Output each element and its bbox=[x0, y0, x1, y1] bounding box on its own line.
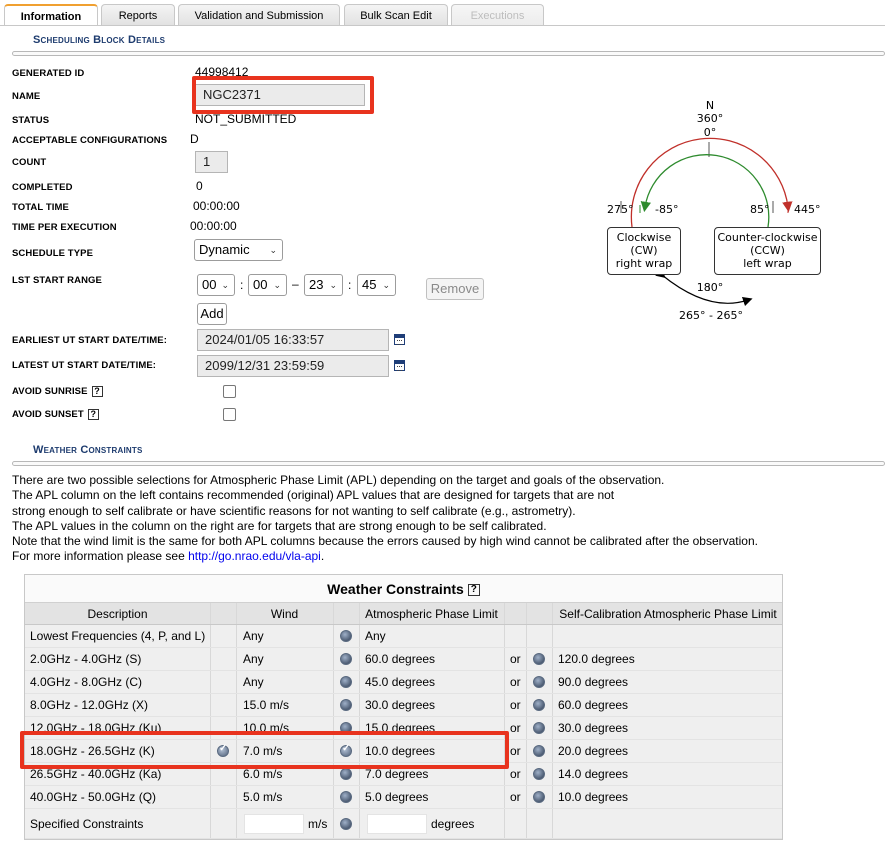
avoid-sunrise-row bbox=[12, 386, 103, 397]
section-divider bbox=[12, 51, 885, 56]
generated-id-value: 44998412 bbox=[195, 65, 249, 79]
weather-paragraph-line: The APL values in the column on the right are for targets that are strong enough to be self calibrated. bbox=[12, 518, 547, 533]
help-icon[interactable]: ? bbox=[468, 584, 480, 596]
self-apl-radio[interactable] bbox=[533, 699, 545, 711]
specified-radio-wrap bbox=[340, 809, 354, 838]
weather-constraints-table bbox=[24, 574, 783, 840]
specified-apl-unit: degrees bbox=[431, 816, 475, 831]
row-or: or bbox=[510, 652, 521, 666]
acceptable-configurations-value: D bbox=[190, 132, 199, 146]
lst-colon: : bbox=[348, 278, 352, 292]
deg-180-label: 180° bbox=[696, 281, 724, 294]
section-divider bbox=[12, 461, 885, 466]
specified-constraints-row bbox=[25, 809, 782, 839]
row-wind: Any bbox=[243, 629, 264, 643]
lst-end-minute-select[interactable] bbox=[357, 274, 396, 296]
lst-start-range-label: LST START RANGE bbox=[12, 275, 102, 286]
weather-table-title bbox=[25, 575, 782, 603]
row-apl: Any bbox=[365, 629, 386, 643]
lst-dash: – bbox=[292, 277, 299, 291]
row-description: 26.5GHz - 40.0GHz (Ka) bbox=[30, 767, 162, 781]
deg-0-label: 0° bbox=[703, 126, 717, 139]
north-label: N bbox=[705, 99, 715, 112]
self-apl-radio-cell bbox=[533, 625, 547, 647]
row-or: or bbox=[510, 790, 521, 804]
specified-wind-input[interactable] bbox=[244, 814, 304, 834]
earliest-ut-label: EARLIEST UT START DATE/TIME: bbox=[12, 335, 167, 346]
lst-start-minute-select[interactable] bbox=[248, 274, 287, 296]
specified-wind-input-wrap bbox=[244, 809, 304, 838]
chevron-down-icon: ⌄ bbox=[329, 280, 337, 290]
total-time-label: TOTAL TIME bbox=[12, 202, 69, 213]
row-self-apl: 14.0 degrees bbox=[558, 767, 629, 781]
row-description: 12.0GHz - 18.0GHz (Ku) bbox=[30, 721, 162, 735]
self-apl-radio-cell bbox=[533, 694, 547, 716]
row-self-apl: 60.0 degrees bbox=[558, 698, 629, 712]
ccw-line1: Counter-clockwise bbox=[717, 231, 818, 244]
row-description: 40.0GHz - 50.0GHz (Q) bbox=[30, 790, 157, 804]
row-description: 2.0GHz - 4.0GHz (S) bbox=[30, 652, 142, 666]
tab-bar bbox=[0, 0, 885, 26]
row-wind: Any bbox=[243, 652, 264, 666]
row-apl: 10.0 degrees bbox=[365, 744, 436, 758]
row-self-apl: 90.0 degrees bbox=[558, 675, 629, 689]
weather-paragraph-line: The APL column on the left contains recommended (original) APL values that are designed for targets that are not bbox=[12, 488, 615, 503]
count-label: COUNT bbox=[12, 157, 47, 168]
weather-paragraph-line: strong enough to self calibrate or have scientific reasons for not wanting to self calibrate (e.g., astrometry). bbox=[12, 503, 576, 518]
lst-start-hour-select[interactable] bbox=[197, 274, 235, 296]
generated-id-label: GENERATED ID bbox=[12, 68, 85, 79]
row-or bbox=[510, 625, 524, 647]
avoid-sunset-checkbox[interactable] bbox=[223, 408, 236, 421]
ccw-line2: (CCW) bbox=[750, 244, 785, 257]
time-per-execution-label: TIME PER EXECUTION bbox=[12, 222, 117, 233]
counter-clockwise-box bbox=[714, 227, 821, 275]
schedule-type-select[interactable] bbox=[194, 239, 283, 261]
table-row bbox=[25, 694, 782, 717]
apl-radio[interactable] bbox=[340, 676, 352, 688]
lst-end-minute-value: 45 bbox=[362, 277, 377, 292]
deg-275-label: 275° bbox=[607, 203, 634, 216]
self-apl-radio[interactable] bbox=[533, 676, 545, 688]
calendar-icon[interactable] bbox=[394, 360, 405, 371]
more-info-suffix: . bbox=[320, 549, 325, 564]
remove-button[interactable]: Remove bbox=[426, 278, 484, 300]
apl-radio[interactable] bbox=[340, 791, 352, 803]
apl-radio[interactable] bbox=[340, 699, 352, 711]
self-apl-radio[interactable] bbox=[533, 722, 545, 734]
row-apl: 5.0 degrees bbox=[365, 790, 429, 804]
table-row bbox=[25, 786, 782, 809]
row-or: or bbox=[510, 698, 521, 712]
highlight-box-name bbox=[192, 76, 374, 114]
apl-radio-cell bbox=[340, 786, 354, 808]
more-info-line bbox=[12, 549, 882, 564]
avoid-sunrise-label: AVOID SUNRISE bbox=[12, 386, 88, 398]
col-header-wind: Wind bbox=[270, 606, 299, 621]
row-wind: 5.0 m/s bbox=[243, 790, 283, 804]
wind-radio-cell bbox=[217, 694, 231, 716]
lst-start-minute-value: 00 bbox=[253, 277, 268, 292]
latest-ut-field[interactable]: 2099/12/31 23:59:59 bbox=[197, 355, 389, 377]
tab-reports[interactable]: Reports bbox=[101, 4, 175, 26]
latest-ut-label: LATEST UT START DATE/TIME: bbox=[12, 360, 157, 371]
wind-radio-cell bbox=[217, 648, 231, 670]
cw-line2: (CW) bbox=[630, 244, 658, 257]
acceptable-configurations-label: ACCEPTABLE CONFIGURATIONS bbox=[12, 135, 168, 146]
schedule-type-label: SCHEDULE TYPE bbox=[12, 248, 94, 259]
name-field[interactable]: NGC2371 bbox=[195, 84, 365, 106]
status-label: STATUS bbox=[12, 115, 50, 126]
tab-bulk-scan-edit[interactable]: Bulk Scan Edit bbox=[344, 4, 448, 26]
self-apl-radio-cell bbox=[533, 717, 547, 739]
row-description: 4.0GHz - 8.0GHz (C) bbox=[30, 675, 143, 689]
weather-description bbox=[12, 473, 882, 565]
wind-radio-cell bbox=[217, 625, 231, 647]
completed-value: 0 bbox=[196, 179, 203, 193]
row-description: Lowest Frequencies (4, P, and L) bbox=[30, 629, 206, 643]
apl-radio[interactable] bbox=[340, 768, 352, 780]
help-icon[interactable]: ? bbox=[88, 409, 99, 420]
lst-colon: : bbox=[240, 278, 244, 292]
help-icon[interactable]: ? bbox=[92, 386, 103, 397]
self-apl-radio-cell bbox=[533, 786, 547, 808]
row-self-apl: 120.0 degrees bbox=[558, 652, 635, 666]
deg-360-label: 360° bbox=[696, 112, 724, 125]
apl-radio-cell bbox=[340, 625, 354, 647]
add-button[interactable]: Add bbox=[197, 303, 227, 325]
tab-information[interactable]: Information bbox=[4, 4, 98, 26]
col-header-description: Description bbox=[87, 606, 148, 621]
section-title-weather: Weather Constraints bbox=[33, 444, 143, 456]
row-wind: 10.0 m/s bbox=[243, 721, 290, 735]
section-title-scheduling: Scheduling Block Details bbox=[33, 34, 166, 46]
chevron-down-icon: ⌄ bbox=[382, 280, 390, 290]
row-self-apl bbox=[558, 625, 778, 647]
row-apl: 45.0 degrees bbox=[365, 675, 436, 689]
deg-85-label: 85° bbox=[750, 203, 770, 216]
specified-apl-input-wrap bbox=[367, 809, 429, 838]
completed-label: COMPLETED bbox=[12, 182, 73, 193]
time-per-execution-value: 00:00:00 bbox=[190, 219, 237, 233]
cw-line1: Clockwise bbox=[616, 231, 672, 244]
specified-constraints-radio[interactable] bbox=[340, 818, 352, 830]
apl-radio-cell bbox=[340, 694, 354, 716]
row-apl: 7.0 degrees bbox=[365, 767, 429, 781]
row-wind: Any bbox=[243, 675, 264, 689]
wrap-range-label: 265° - 265° bbox=[679, 309, 743, 322]
row-or: or bbox=[510, 767, 521, 781]
self-apl-radio[interactable] bbox=[533, 745, 545, 757]
self-apl-radio-cell bbox=[533, 671, 547, 693]
apl-radio-cell bbox=[340, 671, 354, 693]
chevron-down-icon: ⌄ bbox=[221, 280, 229, 290]
row-or: or bbox=[510, 721, 521, 735]
self-apl-radio-cell bbox=[533, 740, 547, 762]
table-row bbox=[25, 648, 782, 671]
row-description: 18.0GHz - 26.5GHz (K) bbox=[30, 744, 155, 758]
self-apl-radio[interactable] bbox=[533, 653, 545, 665]
calendar-icon[interactable] bbox=[394, 334, 405, 345]
avoid-sunrise-checkbox[interactable] bbox=[223, 385, 236, 398]
chevron-down-icon: ⌄ bbox=[269, 245, 277, 255]
weather-table-title-text: Weather Constraints bbox=[327, 581, 464, 597]
avoid-sunset-row bbox=[12, 409, 99, 420]
lst-end-hour-select[interactable] bbox=[304, 274, 343, 296]
weather-table-body bbox=[25, 625, 782, 809]
col-header-self-cal-apl: Self-Calibration Atmospheric Phase Limit bbox=[559, 606, 777, 621]
weather-paragraph-line: Note that the wind limit is the same for both APL columns because the errors caused by high wind cannot be calibrated after the observation. bbox=[12, 534, 758, 549]
status-value: NOT_SUBMITTED bbox=[195, 112, 297, 126]
table-row bbox=[25, 625, 782, 648]
specified-apl-input[interactable] bbox=[367, 814, 427, 834]
earliest-ut-field[interactable]: 2024/01/05 16:33:57 bbox=[197, 329, 389, 351]
col-header-apl: Atmospheric Phase Limit bbox=[365, 606, 498, 621]
tab-executions: Executions bbox=[451, 4, 544, 26]
vla-api-link[interactable]: http://go.nrao.edu/vla-api bbox=[188, 549, 321, 564]
more-info-text: For more information please see bbox=[12, 549, 189, 564]
row-apl: 30.0 degrees bbox=[365, 698, 436, 712]
row-wind: 7.0 m/s bbox=[243, 744, 283, 758]
count-field[interactable]: 1 bbox=[195, 151, 228, 173]
highlight-box-k-band bbox=[20, 731, 509, 769]
table-row bbox=[25, 671, 782, 694]
lst-start-hour-value: 00 bbox=[202, 277, 217, 292]
apl-radio[interactable] bbox=[340, 653, 352, 665]
self-apl-radio-cell bbox=[533, 648, 547, 670]
ccw-line3: left wrap bbox=[743, 257, 792, 270]
self-apl-radio[interactable] bbox=[533, 791, 545, 803]
apl-radio[interactable] bbox=[340, 630, 352, 642]
cw-line3: right wrap bbox=[615, 257, 673, 270]
tab-validation-and-submission[interactable]: Validation and Submission bbox=[178, 4, 340, 26]
deg-445-label: 445° bbox=[794, 203, 821, 216]
weather-table-header bbox=[25, 603, 782, 625]
row-wind: 15.0 m/s bbox=[243, 698, 290, 712]
self-apl-radio[interactable] bbox=[533, 768, 545, 780]
weather-paragraph-line: There are two possible selections for Atmospheric Phase Limit (APL) depending on the target and goals of the observation. bbox=[12, 473, 665, 487]
row-apl: 60.0 degrees bbox=[365, 652, 436, 666]
specified-wind-unit: m/s bbox=[308, 816, 328, 831]
deg-minus-85-label: -85° bbox=[655, 203, 679, 216]
row-wind: 6.0 m/s bbox=[243, 767, 283, 781]
name-label: NAME bbox=[12, 91, 41, 102]
row-self-apl: 20.0 degrees bbox=[558, 744, 629, 758]
self-apl-radio-cell bbox=[533, 763, 547, 785]
row-description: 8.0GHz - 12.0GHz (X) bbox=[30, 698, 149, 712]
wind-radio-cell bbox=[217, 671, 231, 693]
cw-arc bbox=[645, 155, 769, 227]
wind-radio-cell bbox=[217, 786, 231, 808]
apl-radio-cell bbox=[340, 648, 354, 670]
chevron-down-icon: ⌄ bbox=[273, 280, 281, 290]
row-self-apl: 10.0 degrees bbox=[558, 790, 629, 804]
lst-end-hour-value: 23 bbox=[309, 277, 324, 292]
row-apl: 15.0 degrees bbox=[365, 721, 436, 735]
schedule-type-value: Dynamic bbox=[199, 242, 250, 257]
avoid-sunset-label: AVOID SUNSET bbox=[12, 409, 84, 421]
row-or: or bbox=[510, 744, 521, 758]
specified-constraints-label: Specified Constraints bbox=[30, 816, 144, 831]
tab-underline bbox=[0, 25, 885, 26]
clockwise-box bbox=[607, 227, 681, 275]
row-self-apl: 30.0 degrees bbox=[558, 721, 629, 735]
total-time-value: 00:00:00 bbox=[193, 199, 240, 213]
row-or: or bbox=[510, 675, 521, 689]
